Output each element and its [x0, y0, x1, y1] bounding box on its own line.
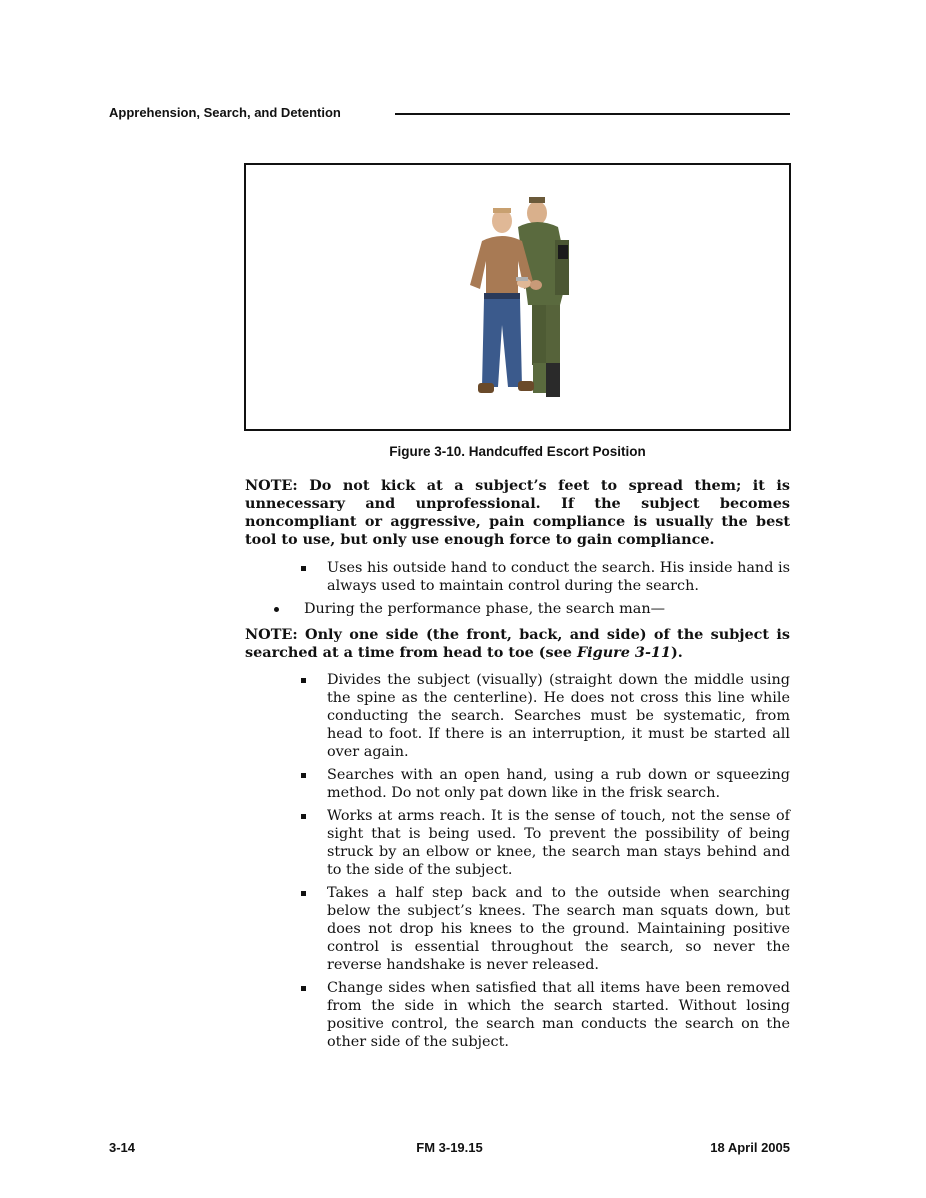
square-bullet-icon [301, 678, 306, 683]
list-item-text: Works at arms reach. It is the sense of touch, not the sense of sight that is being used. To prevent the possibility of being struck by an elbow or knee, the search man stays behind and to the side of the subject. [327, 808, 790, 878]
page-number: 3-14 [109, 1140, 136, 1155]
square-bullet-icon [301, 986, 306, 991]
note-kick-warning: NOTE: Do not kick at a subject’s feet to spread them; it is unnecessary and unprofessional. If the subject becomes noncompliant or aggressive, pain compliance is usually the best tool to use, but only use enough force to gain compliance. [245, 477, 790, 548]
figure-3-10-frame [244, 163, 791, 431]
manual-number: FM 3-19.15 [416, 1140, 483, 1155]
list-item [327, 979, 790, 1051]
note-text-after: ). [670, 644, 683, 661]
header-rule [395, 113, 790, 115]
publication-date: 18 April 2005 [710, 1140, 790, 1155]
square-bullet-icon [301, 814, 306, 819]
running-header [109, 105, 790, 123]
list-item [327, 559, 790, 595]
page-footer [109, 1140, 790, 1158]
list-item [304, 600, 790, 618]
list-item [327, 807, 790, 879]
round-bullet-icon [274, 607, 279, 612]
square-bullet-icon [301, 566, 306, 571]
list-item [327, 884, 790, 974]
list-item-text: During the performance phase, the search man— [304, 601, 666, 617]
list-item-text: Change sides when satisfied that all items have been removed from the side in which the search started. Without losing positive control, the search man conducts the search on the other side of the subject. [327, 980, 790, 1050]
list-item-text: Uses his outside hand to conduct the search. His inside hand is always used to maintain control during the search. [327, 560, 790, 594]
square-bullet-icon [301, 891, 306, 896]
soldier-figure [518, 197, 569, 397]
figure-caption: Figure 3-10. Handcuffed Escort Position [389, 444, 646, 459]
list-search-procedure [0, 671, 926, 1056]
list-control-hand [0, 559, 926, 618]
list-item-text: Takes a half step back and to the outside when searching below the subject’s knees. The search man squats down, but does not drop his knees to the ground. Maintaining positive control is essential throughout the search, so never the reverse handshake is never released. [327, 885, 790, 973]
note-one-side [245, 626, 790, 662]
list-item [327, 671, 790, 761]
header-title: Apprehension, Search, and Detention [109, 105, 341, 120]
list-item-text: Searches with an open hand, using a rub down or squeezing method. Do not only pat down like in the frisk search. [327, 767, 790, 801]
list-item-text: Divides the subject (visually) (straight down the middle using the spine as the centerline). He does not cross this line while conducting the search. Searches must be systematic, from head to foot. If there is an interruption, it must be started all over again. [327, 672, 790, 760]
list-item [327, 766, 790, 802]
figure-3-11-reference: Figure 3-11 [576, 644, 671, 661]
note-text-before: NOTE: Only one side (the front, back, and side) of the subject is searched at a time from head to toe (see [245, 626, 790, 661]
escort-photo-illustration [246, 165, 789, 429]
square-bullet-icon [301, 773, 306, 778]
